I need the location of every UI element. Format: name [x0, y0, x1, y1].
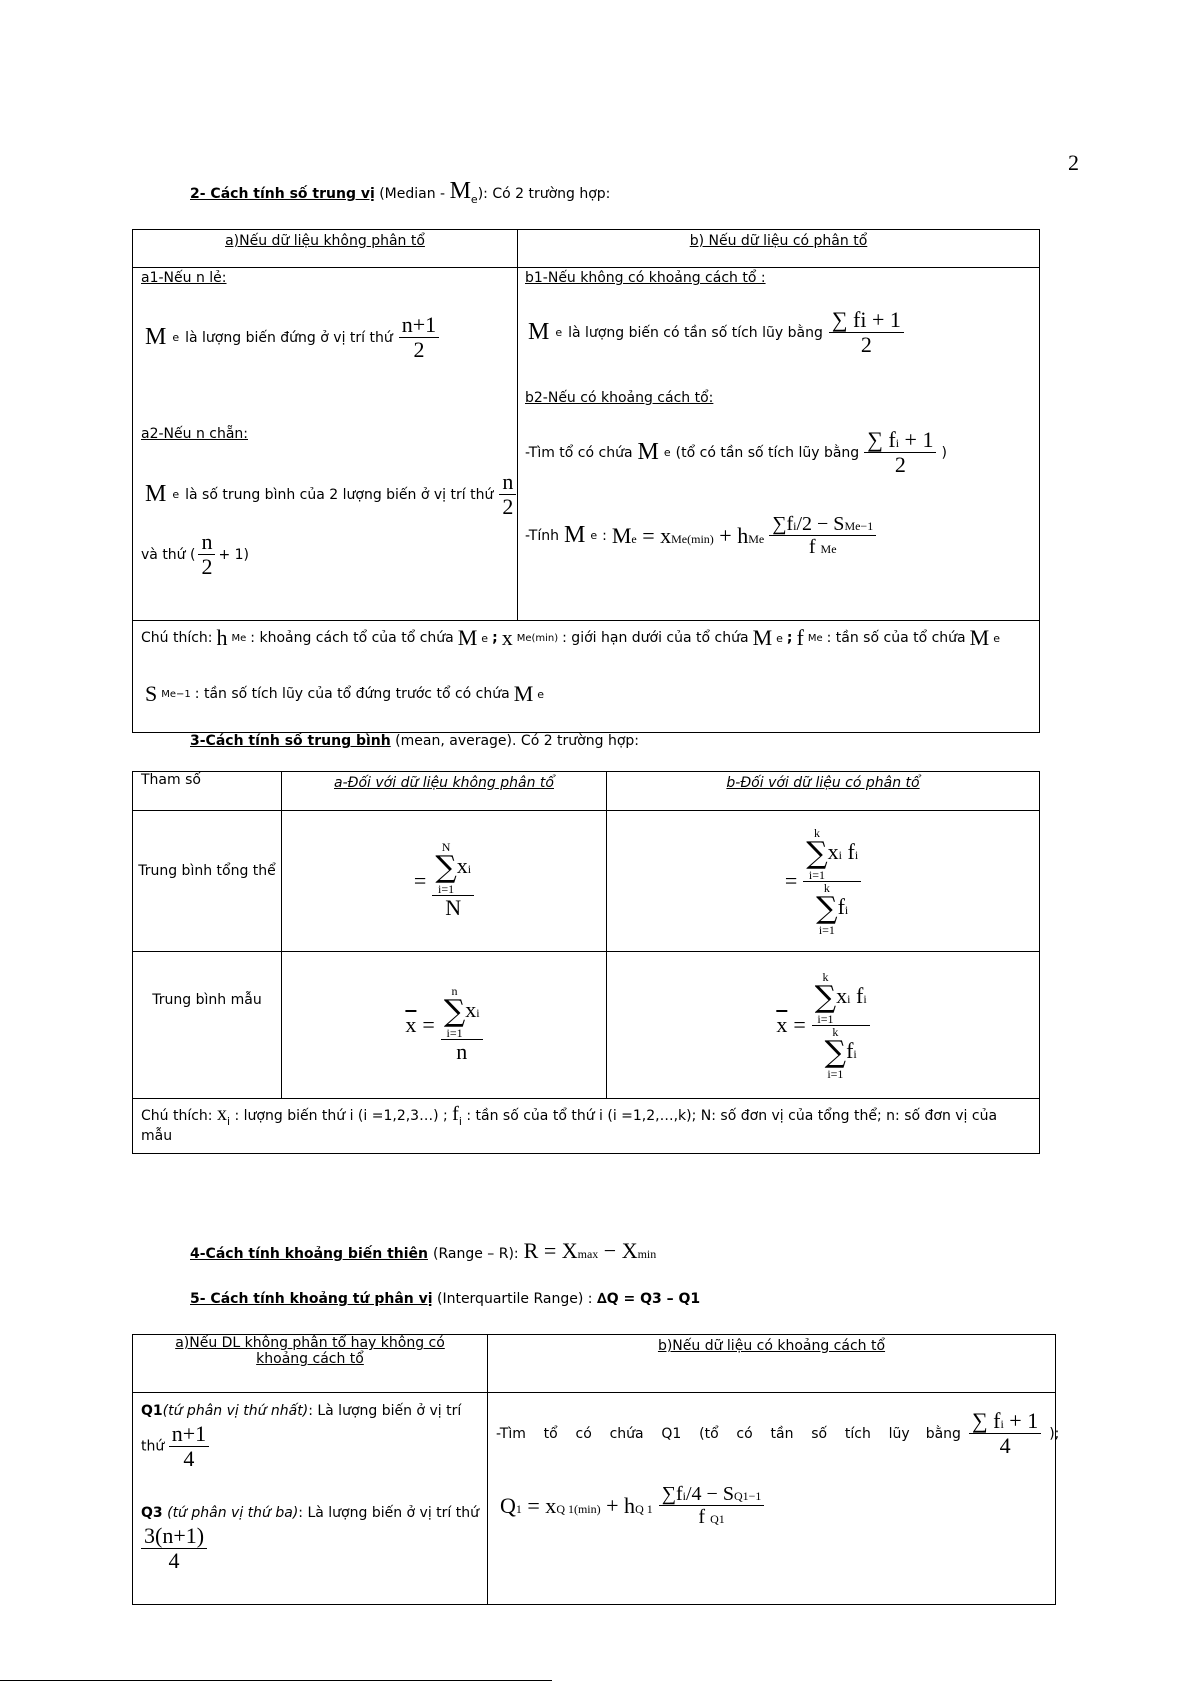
median-table [132, 229, 1040, 733]
a2-formula: M e là số trung bình của 2 lượng biến ở vị trí thứ $\frac{n}{2}$ [145, 470, 516, 519]
section2-title-rest: (Median - [379, 186, 446, 202]
q3-num: 3(n+1) [141, 1524, 207, 1549]
section2-heading [190, 178, 610, 206]
mean-table [132, 771, 1040, 1154]
section3-title: 3-Cách tính số trung bình [190, 733, 391, 749]
section5-title: 5- Cách tính khoảng tứ phân vị [190, 1291, 433, 1307]
mean-col-param [133, 772, 282, 811]
q1-find-close: ); [1049, 1425, 1060, 1442]
b2-find: -Tìm tổ có chứa [525, 444, 633, 461]
range-sub-min: min [637, 1247, 657, 1261]
q1-find-line: -Tìm tổ có chứa Q1 (tổ có tần số tích lũy bằng $\frac{\sum fi + 1}{4}$ ); [496, 1408, 1060, 1459]
median-col-a-cell [133, 268, 518, 621]
median-col-b-cell [518, 268, 1040, 621]
iqr-cell-b [488, 1393, 1060, 1605]
iqr-col-a-title: a)Nếu DL không phân tổ hay không có khoảng cách tổ [175, 1335, 445, 1367]
a1-title: a1-Nếu n lẻ: [141, 270, 227, 286]
section3-title-rest: (mean, average). Có 2 trường hợp: [395, 733, 639, 749]
q3-text: : Là lượng biến ở vị trí thứ [298, 1505, 480, 1521]
mean-note-label: Chú thích: [141, 1108, 213, 1124]
q1-den: 4 [183, 1446, 195, 1472]
median-col-b-title: b) Nếu dữ liệu có phân tổ [689, 233, 868, 249]
q3-den: 4 [168, 1548, 180, 1574]
median-note-label: Chú thích: [141, 630, 213, 646]
section3-heading [190, 733, 639, 749]
median-col-a-title: a)Nếu dữ liệu không phân tổ [225, 233, 425, 249]
median-note-line2: S Me−1 : tần số tích lũy của tổ đứng trước tổ có chứa M e [145, 681, 545, 706]
range-sub-max: max [577, 1247, 599, 1261]
mean-col-param-label: Tham số [141, 772, 201, 788]
a2-num: n [499, 470, 516, 495]
mean-pop-ungrouped: = N ∑ i=1 xi N [282, 811, 607, 952]
section2-title-end: ): Có 2 trường hợp: [477, 186, 611, 202]
mean-note-text1: : lượng biến thứ i (i =1,2,3…) ; [234, 1108, 448, 1124]
q3-def [141, 1503, 479, 1573]
b2-find-formula: -Tìm tổ có chứa M e (tổ có tần số tích lũy bằng $\frac{\sum fi + 1}{2}$ ) [525, 427, 947, 478]
q1-find-text: -Tìm tổ có chứa Q1 (tổ có tần số tích lũy [496, 1425, 910, 1442]
mean-sample-ungrouped: $\overline{x}$ = n ∑ i=1 xi n [282, 952, 607, 1099]
b2-title: b2-Nếu có khoảng cách tổ: [525, 390, 714, 406]
mean-col-a: a-Đối với dữ liệu không phân tổ [334, 775, 554, 791]
b2-find-close: ) [941, 444, 947, 461]
b1-den: 2 [860, 332, 872, 358]
a2-plus: + 1) [218, 546, 250, 563]
median-note-cell [133, 621, 1040, 733]
section5-title-rest: (Interquartile Range) : [436, 1291, 593, 1307]
mean-pop-grouped: = k ∑ i=1 xi fi k ∑ i=1 fi [607, 811, 1040, 952]
mean-row2-text: Trung bình mẫu [152, 992, 262, 1008]
section4-title: 4-Cách tính khoảng biến thiên [190, 1246, 428, 1262]
b2-calc-formula: -Tính M e : Me = xMe(min) + hMe $\frac{\text{∑fi/2 − SMe−1}}{\text{f Me}}$ [525, 513, 876, 558]
a2-and: và thứ ( [141, 546, 196, 563]
b1-num: ∑ fi + 1 [829, 308, 904, 333]
range-formula-b: − X [598, 1238, 638, 1263]
mean-note-cell: Chú thích: $x_i$ : lượng biến thứ i (i =1,2,3…) ; $f_i$ : tần số của tổ thứ i (i =1,2,…,k); N: số đơn vị của tổng thể; n: số đơn vị của mẫu [133, 1099, 1040, 1154]
q1-find-equal: bằng [925, 1425, 961, 1442]
mean-col-b: b-Đối với dữ liệu có phân tổ [726, 775, 920, 791]
mean-row1-text: Trung bình tổng thể [138, 863, 276, 879]
iqr-cell-a [133, 1393, 488, 1605]
a2-den: 2 [502, 494, 514, 520]
median-note-1: : khoảng cách tổ của tổ chứa [250, 630, 454, 646]
q3-paren: (tứ phân vị thứ ba) [167, 1505, 299, 1521]
a2-formula-2 [141, 530, 249, 579]
median-note-line1: Chú thích: h Me : khoảng cách tổ của tổ chứa M e ; x Me(min) : giới hạn dưới của tổ chứa M e ; f Me : tần số của tổ chứa M e [141, 625, 1000, 650]
b1-text: là lượng biến có tần số tích lũy bằng [568, 324, 823, 341]
a1-text: là lượng biến đứng ở vị trí thứ [185, 329, 393, 346]
range-formula [524, 1238, 657, 1264]
iqr-table [132, 1334, 1060, 1605]
mean-sample-grouped: $\overline{x}$ = k ∑ i=1 xi fi k ∑ i=1 fi [607, 952, 1040, 1099]
a2-den2: 2 [201, 554, 213, 580]
iqr-col-b-title: b)Nếu dữ liệu có khoảng cách tổ [657, 1338, 886, 1354]
footnote-separator [0, 1680, 552, 1681]
mean-note-text2: : tần số của tổ thứ i (i =1,2,…,k); N: số đơn vị của tổng thể; n: số đơn vị của mẫu [141, 1108, 998, 1144]
q1-def [141, 1401, 479, 1471]
b2-calc: -Tính [525, 527, 559, 544]
section5-heading [190, 1291, 700, 1307]
a1-formula: M e là lượng biến đứng ở vị trí thứ $\frac{n+1}{2}$ [145, 313, 439, 362]
b1-formula: M e là lượng biến có tần số tích lũy bằng $\frac{\sum fi + 1}{2}$ [528, 308, 904, 357]
page-number: 2 [1068, 150, 1079, 175]
iqr-formula: ∆Q = Q3 – Q1 [596, 1291, 701, 1307]
q1-text: : Là lượng biến ở vị trí thứ [141, 1403, 462, 1455]
median-note-3: : tần số của tổ chứa [826, 630, 966, 646]
median-symbol-sub: e [470, 193, 478, 206]
a1-num: n+1 [399, 313, 439, 338]
q1-paren: (tứ phân vị thứ nhất) [162, 1403, 309, 1419]
b2-find-paren: (tổ có tần số tích lũy bằng [675, 444, 860, 461]
section4-heading [190, 1238, 656, 1264]
q1-num: n+1 [169, 1422, 209, 1447]
a2-num2: n [198, 530, 215, 555]
mean-row2-label [133, 952, 282, 1099]
q1-label: Q1 [141, 1403, 163, 1419]
median-note-2: : giới hạn dưới của tổ chứa [562, 630, 749, 646]
b1-title: b1-Nếu không có khoảng cách tổ : [525, 270, 766, 286]
mean-row1-label [133, 811, 282, 952]
iqr-col-b [488, 1335, 1056, 1393]
range-formula-a: R = X [523, 1238, 578, 1263]
iqr-col-a [133, 1335, 488, 1393]
a2-text: là số trung bình của 2 lượng biến ở vị trí thứ [185, 486, 494, 503]
a1-den: 2 [413, 337, 425, 363]
median-note-4: : tần số tích lũy của tổ đứng trước tổ có chứa [194, 686, 510, 702]
a2-title: a2-Nếu n chẵn: [141, 426, 249, 442]
q1-formula: Q1 = xQ 1(min) + hQ 1 $\frac{\sum fi/4 - SQ1-1}{\text{f Q1}}$ [500, 1483, 764, 1528]
section4-title-rest: (Range – R): [433, 1246, 519, 1262]
q3-label: Q3 [141, 1505, 163, 1521]
median-symbol: M [449, 178, 471, 204]
section2-title: 2- Cách tính số trung vị [190, 186, 375, 202]
